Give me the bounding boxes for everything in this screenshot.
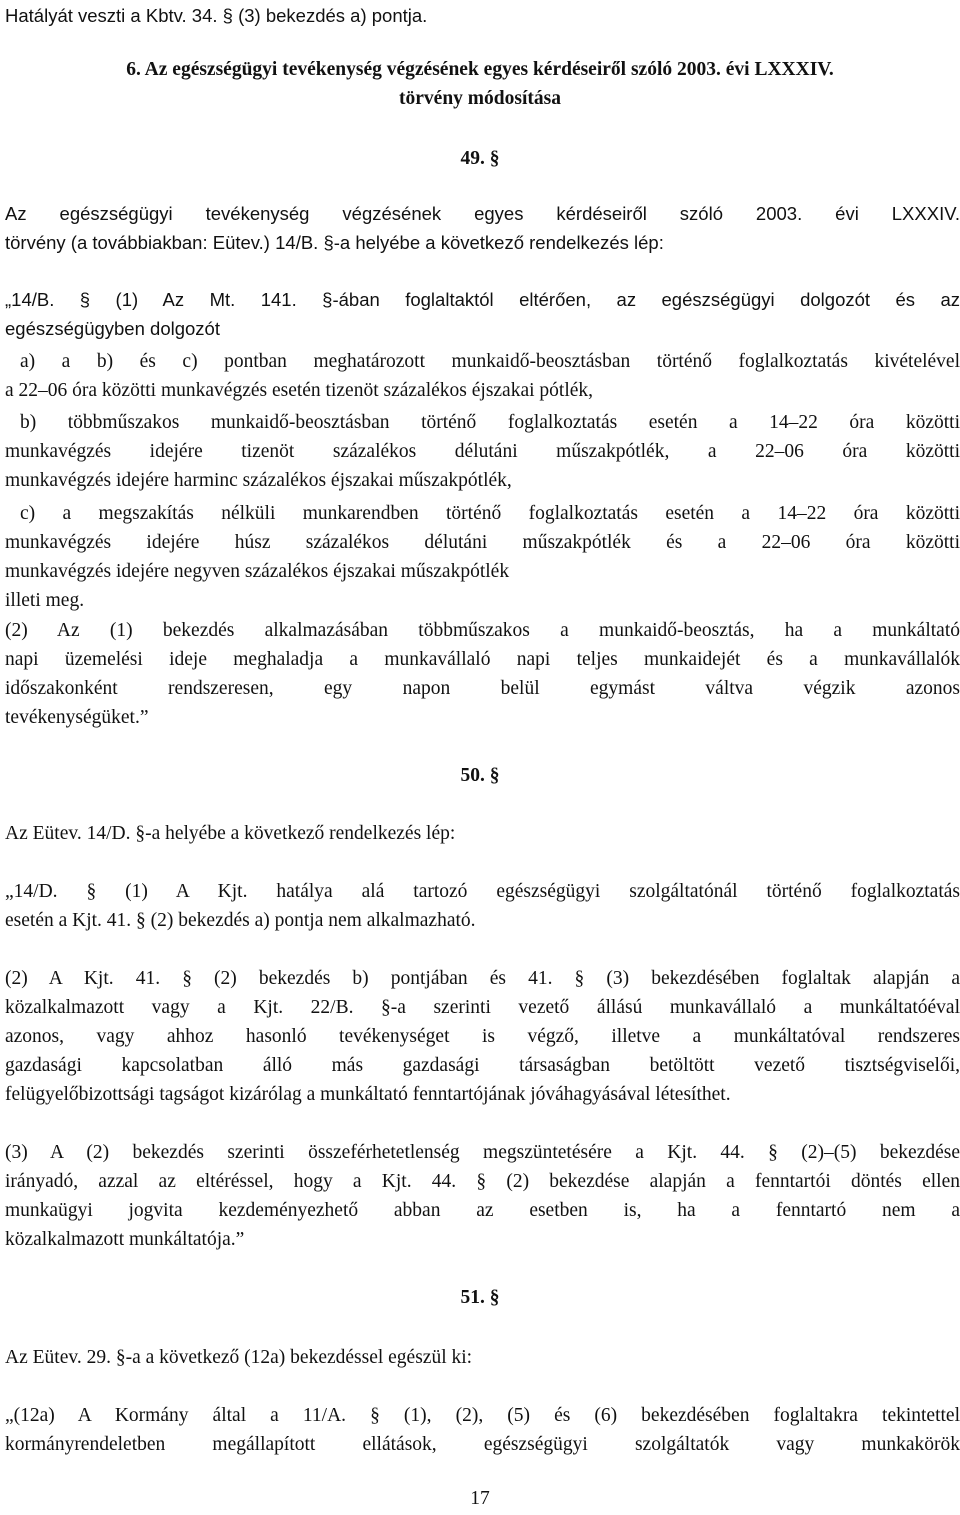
point-c-line-3: munkavégzés idejére negyven százalékos éjszakai műszakpótlék <box>5 561 510 582</box>
section-50-paragraph-2-line-4: gazdasági kapcsolatban álló más gazdasági társaságban betöltött vezető tisztségviselői, <box>5 1055 960 1076</box>
point-c-line-4: illeti meg. <box>5 590 85 611</box>
section-50-paragraph-2-line-1: (2) A Kjt. 41. § (2) bekezdés b) pontjában és 41. § (3) bekezdésében foglaltak alapján a <box>5 968 960 989</box>
section-49-paragraph-2-line-3: időszakonként rendszeresen, egy napon belül egymást váltva végzik azonos <box>5 678 960 699</box>
section-49-paragraph-1-line-2: egészségügyben dolgozót <box>5 318 220 339</box>
section-49-paragraph-2-line-1: (2) Az (1) bekezdés alkalmazásában többműszakos a munkaidő-beosztás, ha a munkáltató <box>5 620 960 641</box>
repeal-note: Hatályát veszti a Kbtv. 34. § (3) bekezdés a) pontja. <box>5 5 428 26</box>
section-50-paragraph-3-line-4: közalkalmazott munkáltatója.” <box>5 1229 245 1250</box>
section-51-paragraph-1-line-1: „(12a) A Kormány által a 11/A. § (1), (2), (5) és (6) bekezdésében foglaltakra tekintettel <box>5 1405 960 1426</box>
section-51-paragraph-1-line-2: kormányrendeletben megállapított ellátások, egészségügyi szolgáltatók vagy munkakörök <box>5 1434 960 1455</box>
section-50-paragraph-3-line-3: munkaügyi jogvita kezdeményezhető abban az esetben is, ha a fenntartó nem a <box>5 1200 960 1221</box>
section-50-paragraph-2-line-2: közalkalmazott vagy a Kjt. 22/B. §-a szerinti vezető állású munkavállaló a munkáltatóéval <box>5 997 960 1018</box>
section-49-intro-line-2: törvény (a továbbiakban: Eütev.) 14/B. §-a helyébe a következő rendelkezés lép: <box>5 232 664 253</box>
section-51-intro: Az Eütev. 29. §-a a következő (12a) bekezdéssel egészül ki: <box>5 1347 473 1368</box>
section-49-paragraph-2-line-2: napi üzemelési ideje meghaladja a munkavállaló napi teljes munkaidejét és a munkavállalók <box>5 649 960 670</box>
page-number: 17 <box>470 1488 490 1509</box>
section-49-paragraph-2-line-4: tevékenységüket.” <box>5 707 149 728</box>
section-49-intro-line-1: Az egészségügyi tevékenység végzésének egyes kérdéseiről szóló 2003. évi LXXXIV. <box>5 203 960 224</box>
point-c-line-2: munkavégzés idejére húsz százalékos délutáni műszakpótlék és a 22–06 óra közötti <box>5 532 960 553</box>
section-50-paragraph-1-line-2: esetén a Kjt. 41. § (2) bekezdés a) pontja nem alkalmazható. <box>5 910 476 931</box>
point-a-line-1: a) a b) és c) pontban meghatározott munkaidő-beosztásban történő foglalkoztatás kivételével <box>20 351 960 372</box>
section-51-heading: 51. § <box>460 1287 500 1308</box>
point-c-line-1: c) a megszakítás nélküli munkarendben történő foglalkoztatás esetén a 14–22 óra közötti <box>20 503 960 524</box>
point-a-line-2: a 22–06 óra közötti munkavégzés esetén tizenöt százalékos éjszakai pótlék, <box>5 380 594 401</box>
point-b-line-1: b) többműszakos munkaidő-beosztásban történő foglalkoztatás esetén a 14–22 óra közötti <box>20 412 960 433</box>
section-50-paragraph-2-line-3: azonos, vagy ahhoz hasonló tevékenységet is végző, illetve a munkáltatóval rendszeres <box>5 1026 960 1047</box>
chapter-title-line-1: 6. Az egészségügyi tevékenység végzésének egyes kérdéseiről szóló 2003. évi LXXXIV. <box>126 59 834 80</box>
section-49-heading: 49. § <box>460 148 500 169</box>
section-50-paragraph-3-line-1: (3) A (2) bekezdés szerinti összeférhetetlenség megszüntetésére a Kjt. 44. § (2)–(5) bekezdése <box>5 1142 960 1163</box>
section-50-paragraph-2-line-5: felügyelőbizottsági tagságot kizárólag a munkáltató fenntartójának jóváhagyásával létesíthet. <box>5 1084 731 1105</box>
section-50-paragraph-3-line-2: irányadó, azzal az eltéréssel, hogy a Kjt. 44. § (2) bekezdése alapján a fenntartói döntés ellen <box>5 1171 960 1192</box>
chapter-title-line-2: törvény módosítása <box>399 88 561 109</box>
section-49-paragraph-1-line-1: „14/B. § (1) Az Mt. 141. §-ában foglaltaktól eltérően, az egészségügyi dolgozót és az <box>5 289 960 310</box>
section-50-heading: 50. § <box>460 765 500 786</box>
section-50-paragraph-1-line-1: „14/D. § (1) A Kjt. hatálya alá tartozó egészségügyi szolgáltatónál történő foglalkoztatás <box>5 881 960 902</box>
point-b-line-3: munkavégzés idejére harminc százalékos éjszakai műszakpótlék, <box>5 470 512 491</box>
point-b-line-2: munkavégzés idejére tizenöt százalékos délutáni műszakpótlék, a 22–06 óra közötti <box>5 441 960 462</box>
section-50-intro: Az Eütev. 14/D. §-a helyébe a következő rendelkezés lép: <box>5 823 456 844</box>
